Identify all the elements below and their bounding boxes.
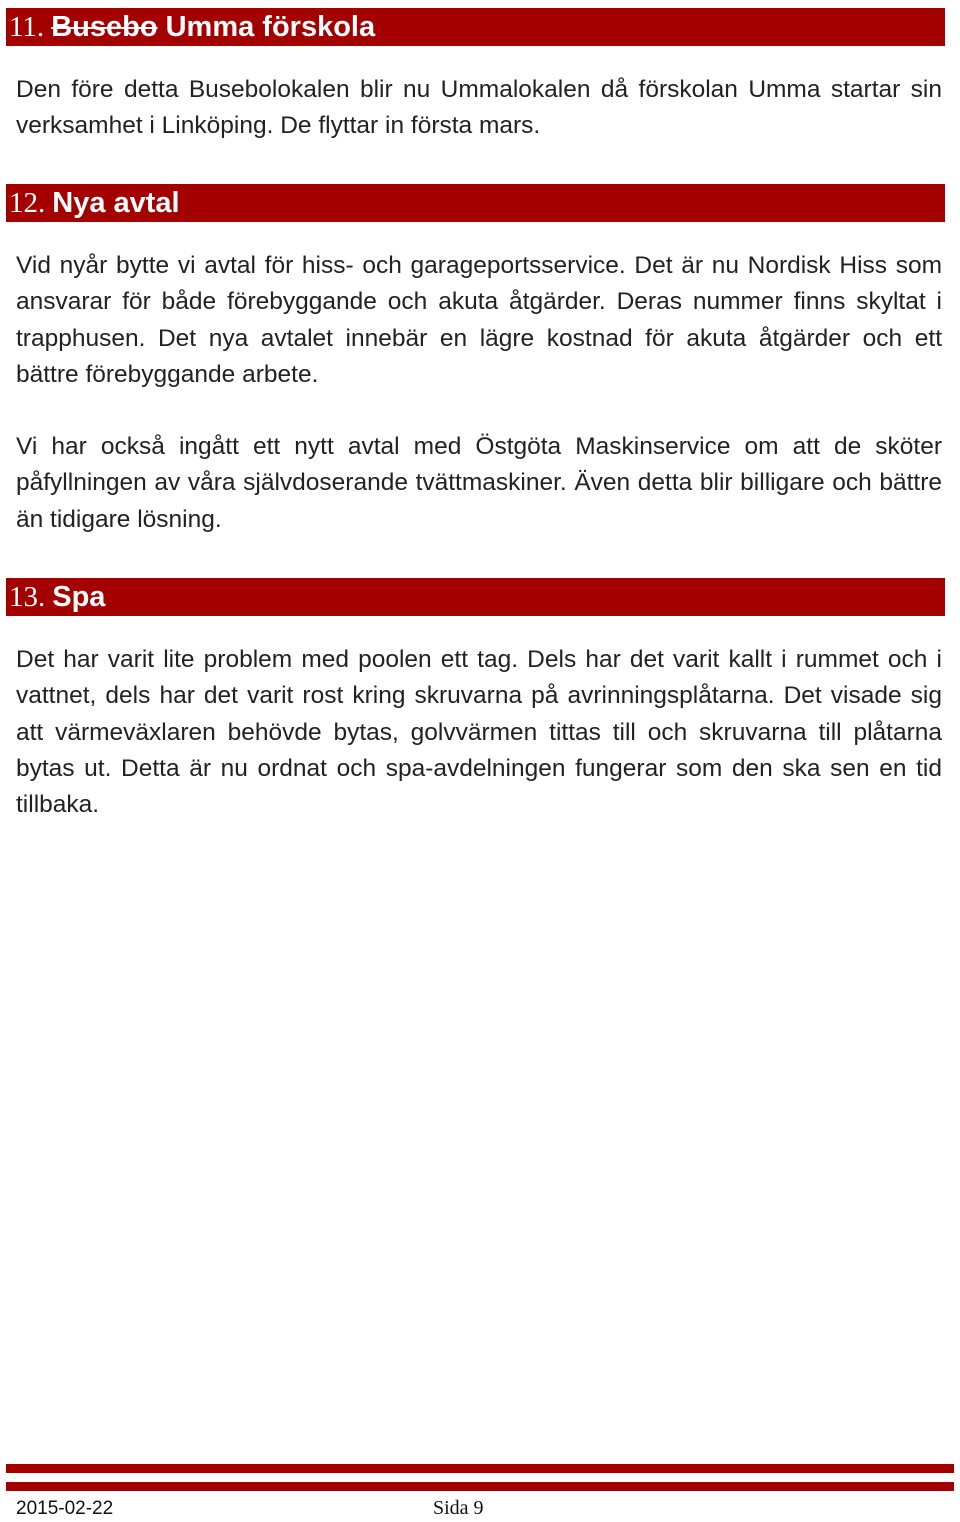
section-13-title: Spa (52, 580, 106, 613)
section-12-paragraph-2: Vi har också ingått ett nytt avtal med Östgöta Maskinservice om att de sköter påfyllningen av våra självdoserande tvättmaskiner. Även detta blir billigare och bättre än tidigare lösning. (16, 433, 942, 533)
section-12-title: Nya avtal (52, 186, 180, 219)
section-11-number: 11. (9, 10, 45, 43)
section-11-title (51, 11, 375, 44)
footer-date: 2015-02-22 (16, 1498, 114, 1519)
section-11-header (6, 8, 945, 46)
section-13-paragraph-1: Det har varit lite problem med poolen ett tag. Dels har det varit kallt i rummet och i vattnet, dels har det varit rost kring skruvarna på avrinningsplåtarna. Det visade sig att värmeväxlaren behövde bytas, golvvärmen tittas till och skruvarna till plåtarna bytas ut. Detta är nu ordnat och spa-avdelningen fungerar som den ska sen en tid tillbaka. (16, 646, 942, 819)
section-11-title-struck: Busebo (51, 10, 158, 43)
section-12-header (6, 184, 945, 222)
section-12-number: 12. (9, 186, 46, 219)
section-11-title-rest: Umma förskola (165, 10, 376, 43)
section-13-header (6, 578, 945, 616)
footer-rule-bottom (6, 1482, 954, 1491)
section-13-number: 13. (9, 580, 46, 613)
footer-page-number: Sida 9 (433, 1497, 484, 1519)
footer-rule-top (6, 1464, 954, 1473)
section-12-paragraph-1: Vid nyår bytte vi avtal för hiss- och garageportsservice. Det är nu Nordisk Hiss som ansvarar för både förebyggande och akuta åtgärder. Deras nummer finns skyltat i trapphusen. Det nya avtalet innebär en lägre kostnad för akuta åtgärder och ett bättre förebyggande arbete. (16, 252, 942, 388)
section-11-paragraph-1: Den före detta Busebolokalen blir nu Ummalokalen då förskolan Umma startar sin verksamhet i Linköping. De flyttar in första mars. (16, 76, 942, 140)
